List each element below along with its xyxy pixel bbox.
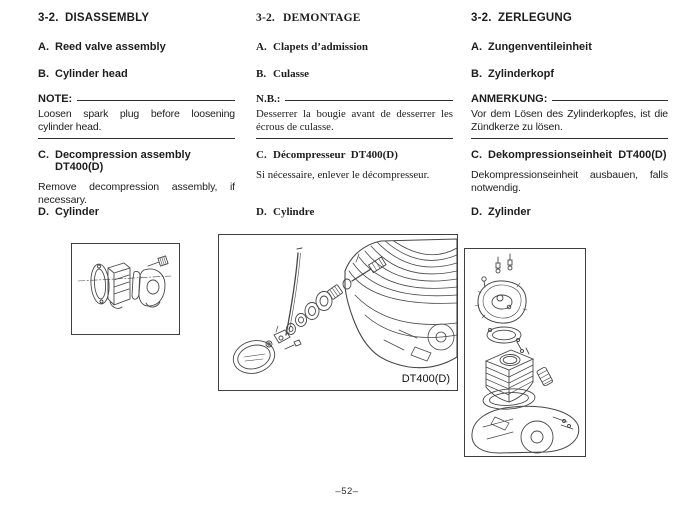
- note-block: [256, 93, 453, 139]
- section-number: 3-2.: [471, 12, 492, 24]
- section-title: DISASSEMBLY: [65, 12, 150, 24]
- note-end-rule: [256, 138, 453, 139]
- item-d-cylinder: D. Cylindre: [256, 206, 315, 218]
- figure-reed-valve-assembly: [71, 243, 180, 335]
- section-number: 3-2.: [38, 12, 59, 24]
- item-c-decompression: C. Décompresseur DT400(D): [256, 149, 398, 161]
- section-number: 3-2.: [256, 12, 276, 24]
- note-label: ANMERKUNG:: [471, 93, 548, 105]
- item-c-decompression: C. Decompression assembly DT400(D): [38, 149, 197, 173]
- note-label: N.B.:: [256, 93, 281, 105]
- cylinder-exploded-drawing: [465, 249, 585, 456]
- item-d-cylinder: D. Zylinder: [471, 206, 531, 218]
- item-b-cylinder-head: B. Zylinderkopf: [471, 68, 555, 80]
- note-rule: [552, 100, 668, 101]
- note-end-rule: [471, 138, 668, 139]
- section-title: DEMONTAGE: [283, 12, 361, 24]
- figure-decompression-assembly: [218, 234, 458, 391]
- item-c-body: Dekompressionseinheit ausbauen, falls notwendig.: [471, 169, 668, 194]
- figure-model-label: DT400(D): [401, 373, 450, 385]
- figure-cylinder: [464, 248, 586, 457]
- note-body: Desserrer la bougie avant de desserrer les écrous de culasse.: [256, 108, 453, 133]
- column-french: [256, 12, 453, 244]
- reed-valve-exploded-drawing: [72, 244, 179, 334]
- note-block: [38, 93, 235, 139]
- section-heading: [471, 12, 668, 24]
- item-b-cylinder-head: B. Culasse: [256, 68, 310, 80]
- item-c-decompression: C. Dekompressionseinheit DT400(D): [471, 149, 667, 161]
- note-rule: [285, 100, 453, 101]
- note-rule: [77, 100, 235, 101]
- note-body: Loosen spark plug before loosening cylinder head.: [38, 108, 235, 133]
- item-c-body: Remove decompression assembly, if necessary.: [38, 181, 235, 206]
- section-title: ZERLEGUNG: [498, 12, 572, 24]
- item-d-cylinder: D. Cylinder: [38, 206, 100, 218]
- item-a-reed-valve: A. Zungenventileinheit: [471, 41, 592, 53]
- item-a-reed-valve: A. Clapets d’admission: [256, 41, 369, 53]
- item-c-body: Si nécessaire, enlever le décompresseur.: [256, 169, 430, 181]
- note-block: [471, 93, 668, 139]
- page-number: –52–: [335, 486, 359, 497]
- note-end-rule: [38, 138, 235, 139]
- column-german: [471, 12, 668, 244]
- decompression-exploded-drawing: [219, 235, 457, 390]
- section-heading: [256, 12, 453, 24]
- item-b-cylinder-head: B. Cylinder head: [38, 68, 128, 80]
- section-heading: [38, 12, 235, 24]
- note-body: Vor dem Lösen des Zylinderkopfes, ist die Zündkerze zu lösen.: [471, 108, 668, 133]
- note-label: NOTE:: [38, 93, 73, 105]
- column-english: [38, 12, 235, 244]
- item-a-reed-valve: A. Reed valve assembly: [38, 41, 166, 53]
